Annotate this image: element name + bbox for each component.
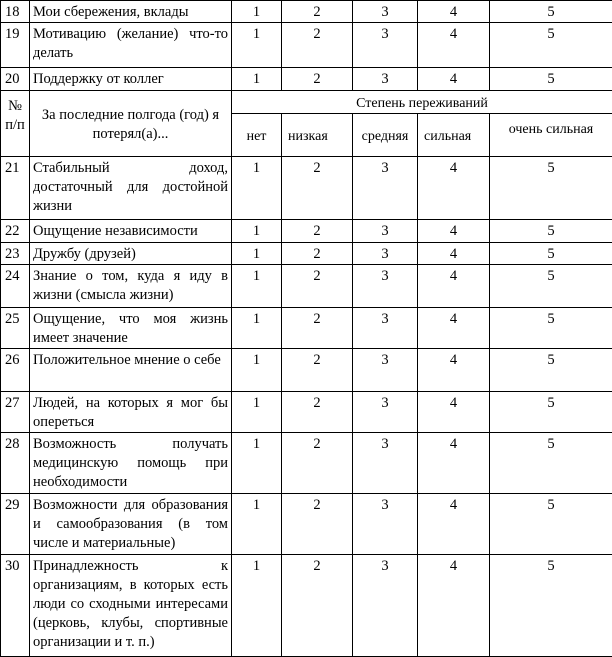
score-1: 1 — [232, 308, 282, 349]
score-4: 4 — [418, 555, 490, 657]
score-4: 4 — [418, 1, 490, 23]
table-row — [1, 23, 612, 68]
score-2: 2 — [282, 308, 353, 349]
table-row — [1, 392, 612, 433]
header-experience-degree: Степень переживаний — [232, 91, 612, 114]
row-number: 21 — [1, 157, 30, 220]
score-3: 3 — [353, 265, 418, 308]
score-3: 3 — [353, 494, 418, 555]
row-number: 22 — [1, 220, 30, 243]
row-number: 30 — [1, 555, 30, 657]
row-item-text: Ощущение независимости — [30, 220, 232, 243]
score-2: 2 — [282, 243, 353, 265]
row-item-text: Ощущение, что моя жизнь имеет значение — [30, 308, 232, 349]
row-number: 18 — [1, 1, 30, 23]
table-row — [1, 220, 612, 243]
table-row — [1, 243, 612, 265]
table-row — [1, 494, 612, 555]
score-2: 2 — [282, 392, 353, 433]
score-2: 2 — [282, 494, 353, 555]
row-item-text: Людей, на которых я мог бы опереться — [30, 392, 232, 433]
row-number: 26 — [1, 349, 30, 392]
row-item-text: Поддержку от коллег — [30, 68, 232, 91]
row-item-text: Принадлежность к организациям, в которых есть люди со сходными интересами (церковь, клубы, спортивные организации и т. п.) — [30, 555, 232, 657]
score-5: 5 — [490, 308, 612, 349]
table-row — [1, 265, 612, 308]
score-5: 5 — [490, 243, 612, 265]
header-level-strong: сильная — [418, 114, 490, 157]
score-2: 2 — [282, 1, 353, 23]
row-item-text: Положительное мнение о себе — [30, 349, 232, 392]
score-1: 1 — [232, 220, 282, 243]
score-4: 4 — [418, 392, 490, 433]
score-1: 1 — [232, 243, 282, 265]
header-question: За последние полгода (год) я потерял(а)... — [30, 91, 232, 157]
score-5: 5 — [490, 68, 612, 91]
row-number: 24 — [1, 265, 30, 308]
score-5: 5 — [490, 555, 612, 657]
score-5: 5 — [490, 265, 612, 308]
table-row — [1, 157, 612, 220]
score-5: 5 — [490, 157, 612, 220]
score-2: 2 — [282, 555, 353, 657]
score-4: 4 — [418, 308, 490, 349]
score-5: 5 — [490, 1, 612, 23]
table-row — [1, 308, 612, 349]
row-number: 25 — [1, 308, 30, 349]
score-1: 1 — [232, 433, 282, 494]
header-level-none: нет — [232, 114, 282, 157]
score-4: 4 — [418, 494, 490, 555]
score-3: 3 — [353, 23, 418, 68]
score-4: 4 — [418, 68, 490, 91]
score-2: 2 — [282, 265, 353, 308]
score-3: 3 — [353, 68, 418, 91]
score-4: 4 — [418, 243, 490, 265]
row-number: 28 — [1, 433, 30, 494]
header-number: № п/п — [1, 91, 30, 157]
row-item-text: Дружбу (друзей) — [30, 243, 232, 265]
row-item-text: Стабильный доход, достаточный для достойной жизни — [30, 157, 232, 220]
score-3: 3 — [353, 1, 418, 23]
score-3: 3 — [353, 433, 418, 494]
score-5: 5 — [490, 220, 612, 243]
score-2: 2 — [282, 433, 353, 494]
score-1: 1 — [232, 555, 282, 657]
score-4: 4 — [418, 220, 490, 243]
table-row — [1, 555, 612, 657]
table-row — [1, 349, 612, 392]
score-5: 5 — [490, 433, 612, 494]
score-3: 3 — [353, 555, 418, 657]
score-1: 1 — [232, 68, 282, 91]
score-2: 2 — [282, 157, 353, 220]
score-5: 5 — [490, 494, 612, 555]
header-level-medium: средняя — [353, 114, 418, 157]
score-3: 3 — [353, 392, 418, 433]
table-row — [1, 433, 612, 494]
score-1: 1 — [232, 265, 282, 308]
score-3: 3 — [353, 243, 418, 265]
row-number: 27 — [1, 392, 30, 433]
score-3: 3 — [353, 220, 418, 243]
header-level-low: низкая — [282, 114, 353, 157]
row-item-text: Возможность получать медицинскую помощь при необходимости — [30, 433, 232, 494]
score-4: 4 — [418, 23, 490, 68]
score-2: 2 — [282, 220, 353, 243]
score-4: 4 — [418, 349, 490, 392]
row-item-text: Возможности для образования и самообразования (в том числе и материальные) — [30, 494, 232, 555]
score-1: 1 — [232, 1, 282, 23]
score-5: 5 — [490, 23, 612, 68]
table-row — [1, 68, 612, 91]
table-row — [1, 1, 612, 23]
header-level-very-strong: очень сильная — [490, 114, 612, 157]
row-item-text: Знание о том, куда я иду в жизни (смысла жизни) — [30, 265, 232, 308]
score-2: 2 — [282, 349, 353, 392]
row-number: 23 — [1, 243, 30, 265]
score-1: 1 — [232, 23, 282, 68]
score-2: 2 — [282, 68, 353, 91]
score-4: 4 — [418, 157, 490, 220]
row-number: 29 — [1, 494, 30, 555]
score-4: 4 — [418, 265, 490, 308]
score-4: 4 — [418, 433, 490, 494]
score-2: 2 — [282, 23, 353, 68]
row-number: 19 — [1, 23, 30, 68]
score-1: 1 — [232, 349, 282, 392]
table-header-row — [1, 91, 612, 114]
score-5: 5 — [490, 392, 612, 433]
score-3: 3 — [353, 157, 418, 220]
row-item-text: Мои сбережения, вклады — [30, 1, 232, 23]
row-item-text: Мотивацию (желание) что-то делать — [30, 23, 232, 68]
score-1: 1 — [232, 392, 282, 433]
score-1: 1 — [232, 494, 282, 555]
score-5: 5 — [490, 349, 612, 392]
row-number: 20 — [1, 68, 30, 91]
score-1: 1 — [232, 157, 282, 220]
score-3: 3 — [353, 349, 418, 392]
score-3: 3 — [353, 308, 418, 349]
